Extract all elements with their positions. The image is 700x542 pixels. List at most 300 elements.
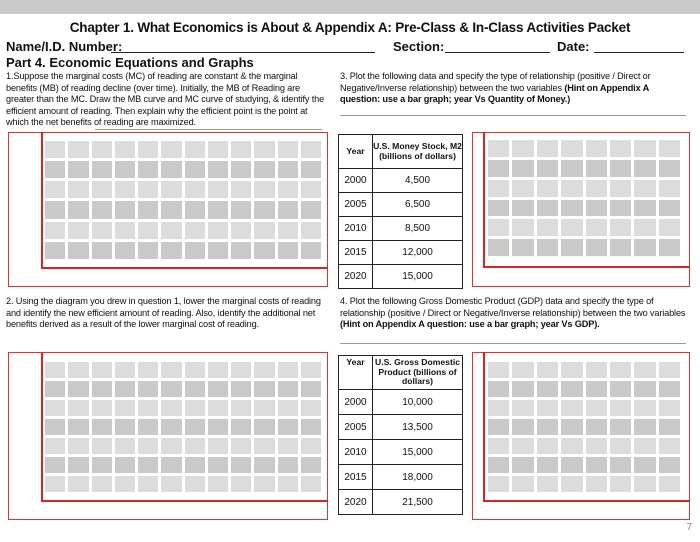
grid-cell [537,362,558,378]
x-axis-4 [483,500,690,502]
name-label: Name/I.D. Number: [6,39,123,54]
section-field[interactable] [445,52,550,53]
grid-cell [610,180,631,197]
grid-cell [161,222,181,239]
money-year-cell: 2010 [339,217,373,241]
grid-cell [512,200,533,217]
grid-cell [45,161,65,178]
grid-cell [561,457,582,473]
grid-cell [138,362,158,378]
grid-cell [634,239,655,256]
grid-cell [115,222,135,239]
grid-cell [512,160,533,177]
grid-cell [301,457,321,473]
grid-cell [92,362,112,378]
grid-cell [301,161,321,178]
grid-cell [185,242,205,259]
grid-cell [586,200,607,217]
grid-cell [488,180,509,197]
grid-cell [561,200,582,217]
grid-cell [512,400,533,416]
grid-cell [537,419,558,435]
y-axis-2 [41,352,43,502]
grid-cell [138,457,158,473]
gdp-year-cell: 2005 [339,415,373,440]
grid-cell [115,419,135,435]
grid-cell [92,242,112,259]
grid-cell [92,419,112,435]
grid-cell [92,161,112,178]
grid-cell [537,180,558,197]
grid-cell [254,242,274,259]
grid-cell [659,200,680,217]
grid-cell [278,201,298,218]
question-2: 2. Using the diagram you drew in question 1, lower the marginal costs of reading and identify the new efficient amount of reading. Also, identify the additional net benefits derived as a result of the lower marginal cost of reading. [6,296,321,329]
grid-cell [634,438,655,454]
grid-cell [301,400,321,416]
grid-cell [208,400,228,416]
gdp-value-cell: 21,500 [373,490,463,515]
grid-cell [231,476,251,492]
grid-cell [185,141,205,158]
grid-cell [45,242,65,259]
grid-cell [278,419,298,435]
grid-cell [161,362,181,378]
grid-cell [659,180,680,197]
grid-cell [45,141,65,158]
grid-cell [610,219,631,236]
x-axis-1 [41,267,328,269]
grid-cell [231,438,251,454]
grid-cell [45,457,65,473]
grid-cell [537,438,558,454]
grid-cell [561,180,582,197]
grid-cell [512,180,533,197]
grid-cell [68,242,88,259]
grid-cell [92,222,112,239]
page-title: Chapter 1. What Economics is About & Appendix A: Pre-Class & In-Class Activities Packet [69,20,631,35]
grid-cell [634,381,655,397]
grid-cell [586,457,607,473]
name-field[interactable] [111,52,375,53]
graph-grid-2 [45,362,321,492]
grid-cell [301,476,321,492]
grid-cell [659,239,680,256]
grid-cell [512,419,533,435]
grid-cell [634,180,655,197]
grid-cell [208,201,228,218]
grid-cell [185,161,205,178]
grid-cell [92,457,112,473]
grid-cell [208,181,228,198]
grid-cell [512,219,533,236]
graph-grid-4 [488,362,680,492]
grid-cell [208,161,228,178]
money-year-cell: 2000 [339,169,373,193]
grid-cell [586,160,607,177]
grid-cell [610,140,631,157]
grid-cell [115,181,135,198]
grid-cell [610,419,631,435]
money-table-value-header: U.S. Money Stock, M2 (billions of dollars) [373,135,463,169]
grid-cell [68,362,88,378]
grid-cell [254,181,274,198]
grid-cell [610,239,631,256]
grid-cell [231,400,251,416]
graph-area-2[interactable] [8,352,328,520]
grid-cell [634,419,655,435]
money-value-cell: 15,000 [373,265,463,289]
money-value-cell: 12,000 [373,241,463,265]
grid-cell [634,476,655,492]
grid-cell [254,476,274,492]
grid-cell [512,362,533,378]
grid-cell [301,419,321,435]
grid-cell [561,438,582,454]
grid-cell [92,476,112,492]
grid-cell [115,381,135,397]
grid-cell [301,141,321,158]
section-label: Section: [393,39,445,54]
grid-cell [537,200,558,217]
grid-cell [68,381,88,397]
grid-cell [68,438,88,454]
grid-cell [115,438,135,454]
grid-cell [561,239,582,256]
grid-cell [254,222,274,239]
grid-cell [185,476,205,492]
grid-cell [659,457,680,473]
grid-cell [634,457,655,473]
grid-cell [208,381,228,397]
question-1-answer-line[interactable] [95,129,322,130]
grid-cell [138,438,158,454]
question-3-text: 3. Plot the following data and specify the type of relationship (positive / Direct or Negative/Inverse relationship) between the two variables [340,71,651,93]
grid-cell [45,181,65,198]
grid-cell [161,438,181,454]
grid-cell [208,222,228,239]
grid-cell [659,140,680,157]
page-number: 7 [686,522,692,533]
grid-cell [115,141,135,158]
grid-cell [45,400,65,416]
gdp-table-value-header: U.S. Gross Domestic Product (billions of dollars) [373,356,463,390]
grid-cell [185,222,205,239]
grid-cell [488,457,509,473]
grid-cell [92,381,112,397]
grid-cell [659,362,680,378]
gdp-year-cell: 2010 [339,440,373,465]
money-table-year-header: Year [339,135,373,169]
grid-cell [185,400,205,416]
grid-cell [45,419,65,435]
grid-cell [45,362,65,378]
grid-cell [254,419,274,435]
grid-cell [161,457,181,473]
grid-cell [301,381,321,397]
grid-cell [138,161,158,178]
grid-cell [231,201,251,218]
money-stock-table [338,134,463,289]
grid-cell [537,400,558,416]
grid-cell [115,242,135,259]
grid-cell [208,141,228,158]
question-4-hint: (Hint on Appendix A question: use a bar graph; year Vs GDP). [340,319,600,329]
grid-cell [561,362,582,378]
gdp-value-cell: 13,500 [373,415,463,440]
grid-cell [634,200,655,217]
grid-cell [92,438,112,454]
graph-area-3[interactable] [472,132,690,287]
grid-cell [68,419,88,435]
grid-cell [610,381,631,397]
grid-cell [115,201,135,218]
grid-cell [45,438,65,454]
grid-cell [161,400,181,416]
grid-cell [231,222,251,239]
grid-cell [92,400,112,416]
gdp-table [338,355,463,515]
grid-cell [610,457,631,473]
grid-cell [488,381,509,397]
grid-cell [161,476,181,492]
y-axis-4 [483,352,485,502]
grid-cell [208,457,228,473]
gdp-value-cell: 10,000 [373,390,463,415]
grid-cell [92,141,112,158]
grid-cell [488,239,509,256]
grid-cell [208,419,228,435]
grid-cell [301,181,321,198]
grid-cell [138,419,158,435]
grid-cell [278,141,298,158]
grid-cell [138,181,158,198]
gdp-table-year-header: Year [339,356,373,390]
grid-cell [185,181,205,198]
grid-cell [231,242,251,259]
grid-cell [161,381,181,397]
grid-cell [301,201,321,218]
grid-cell [68,201,88,218]
grid-cell [610,200,631,217]
grid-cell [488,419,509,435]
grid-cell [138,242,158,259]
grid-cell [185,419,205,435]
grid-cell [161,181,181,198]
grid-cell [68,457,88,473]
grid-cell [301,438,321,454]
grid-cell [208,362,228,378]
grid-cell [512,438,533,454]
grid-cell [185,381,205,397]
grid-cell [254,457,274,473]
grid-cell [586,362,607,378]
question-4-text: 4. Plot the following Gross Domestic Product (GDP) data and specify the type of relationship (positive / Direct or Negative/Inverse relationship) between the two variables [340,296,686,318]
grid-cell [659,476,680,492]
grid-cell [512,239,533,256]
grid-cell [512,381,533,397]
grid-cell [488,140,509,157]
grid-cell [301,362,321,378]
grid-cell [92,201,112,218]
grid-cell [45,476,65,492]
grid-cell [301,222,321,239]
grid-cell [161,201,181,218]
graph-grid-3 [488,140,680,256]
grid-cell [278,222,298,239]
grid-cell [115,457,135,473]
grid-cell [68,161,88,178]
grid-cell [254,161,274,178]
grid-cell [278,362,298,378]
grid-cell [92,181,112,198]
grid-cell [586,476,607,492]
grid-cell [68,476,88,492]
grid-cell [610,160,631,177]
grid-cell [561,476,582,492]
grid-cell [537,239,558,256]
grid-cell [634,160,655,177]
question-4 [340,296,686,331]
grid-cell [488,160,509,177]
grid-cell [488,400,509,416]
grid-cell [659,438,680,454]
money-value-cell: 6,500 [373,193,463,217]
grid-cell [138,222,158,239]
grid-cell [185,457,205,473]
y-axis-3 [483,132,485,268]
part-title: Part 4. Economic Equations and Graphs [6,55,254,70]
grid-cell [231,457,251,473]
y-axis-1 [41,132,43,269]
grid-cell [278,438,298,454]
grid-cell [161,242,181,259]
grid-cell [231,141,251,158]
grid-cell [561,219,582,236]
gdp-year-cell: 2000 [339,390,373,415]
grid-cell [537,219,558,236]
grid-cell [488,219,509,236]
grid-cell [185,438,205,454]
grid-cell [610,438,631,454]
grid-cell [208,438,228,454]
grid-cell [138,141,158,158]
grid-cell [278,457,298,473]
grid-cell [138,201,158,218]
grid-cell [634,140,655,157]
grid-cell [659,419,680,435]
grid-cell [45,222,65,239]
grid-cell [610,476,631,492]
grid-cell [68,222,88,239]
grid-cell [231,381,251,397]
grid-cell [278,161,298,178]
x-axis-3 [483,266,690,268]
grid-cell [231,362,251,378]
grid-cell [68,181,88,198]
grid-cell [634,219,655,236]
grid-cell [254,400,274,416]
grid-cell [231,161,251,178]
grid-cell [138,476,158,492]
grid-cell [537,381,558,397]
grid-cell [561,160,582,177]
question-1: 1.Suppose the marginal costs (MC) of reading are constant & the marginal benefits (MB) of reading decline (over time). Initially, the MB of Reading are greater than the MC. Draw the MB curve and MC curve of studying, & identify the efficient amount of reading. Then explain why the efficient point is the point at which the net benefits of reading are maximized. [6,71,325,127]
grid-cell [561,419,582,435]
grid-cell [278,381,298,397]
grid-cell [634,400,655,416]
question-4-answer-line[interactable] [340,343,686,344]
grid-cell [488,200,509,217]
grid-cell [115,161,135,178]
grid-cell [68,400,88,416]
grid-cell [138,381,158,397]
top-bar [0,0,700,14]
gdp-value-cell: 18,000 [373,465,463,490]
grid-cell [512,140,533,157]
grid-cell [537,457,558,473]
date-field[interactable] [594,52,684,53]
grid-cell [278,400,298,416]
grid-cell [278,242,298,259]
grid-cell [586,438,607,454]
grid-cell [512,457,533,473]
grid-cell [45,381,65,397]
money-year-cell: 2015 [339,241,373,265]
grid-cell [586,180,607,197]
grid-cell [161,141,181,158]
grid-cell [278,476,298,492]
grid-cell [208,242,228,259]
money-year-cell: 2005 [339,193,373,217]
grid-cell [115,400,135,416]
grid-cell [659,381,680,397]
grid-cell [586,140,607,157]
grid-cell [561,140,582,157]
grid-cell [161,161,181,178]
grid-cell [231,181,251,198]
grid-cell [138,400,158,416]
graph-area-4[interactable] [472,352,690,520]
grid-cell [68,141,88,158]
grid-cell [488,438,509,454]
grid-cell [586,400,607,416]
grid-cell [488,362,509,378]
grid-cell [115,362,135,378]
grid-cell [301,242,321,259]
grid-cell [278,181,298,198]
date-label: Date: [557,39,590,54]
x-axis-2 [41,500,328,502]
grid-cell [561,400,582,416]
money-value-cell: 4,500 [373,169,463,193]
grid-cell [659,400,680,416]
grid-cell [586,219,607,236]
question-3-answer-line[interactable] [340,115,686,116]
grid-cell [610,362,631,378]
grid-cell [254,362,274,378]
grid-cell [561,381,582,397]
graph-area-1[interactable] [8,132,328,287]
grid-cell [659,160,680,177]
question-3-hint: (Hint on Appendix A question: use a bar graph; year Vs Quantity of Money.) [340,82,649,104]
grid-cell [115,476,135,492]
grid-cell [512,476,533,492]
grid-cell [254,438,274,454]
grid-cell [208,476,228,492]
money-value-cell: 8,500 [373,217,463,241]
grid-cell [45,201,65,218]
